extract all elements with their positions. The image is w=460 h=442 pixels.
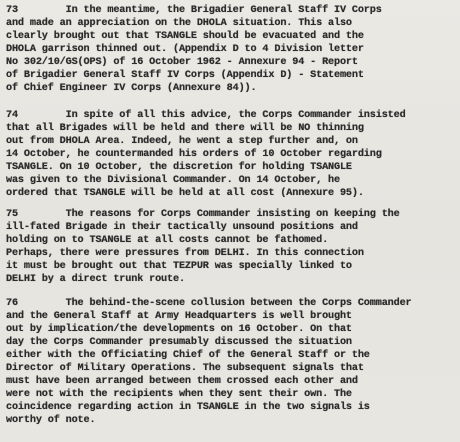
text-line: DHOLA garrison thinned out. (Appendix D to 4 Division letter xyxy=(6,44,364,55)
text-line: and made an appreciation on the DHOLA situation. This also xyxy=(6,18,352,29)
text-line: 74 In spite of all this advice, the Corps Commander insisted xyxy=(6,110,406,121)
text-line: was given to the Divisional Commander. On 14 October, he xyxy=(6,175,340,186)
text-line: out from DHOLA Area. Indeed, he went a step further and, on xyxy=(6,136,358,147)
text-line: 76 The behind-the-scene collusion between the Corps Commander xyxy=(6,298,412,309)
text-line: TSANGLE. On 10 October, the discretion for holding TSANGLE xyxy=(6,162,352,173)
text-line: ordered that TSANGLE will be held at all cost (Annexure 95). xyxy=(6,188,364,199)
text-line: were not with the recipients when they sent their own. The xyxy=(6,389,352,400)
text-line: it must be brought out that TEZPUR was specially linked to xyxy=(6,261,352,272)
text-line: 73 In the meantime, the Brigadier General Staff IV Corps xyxy=(6,5,382,16)
text-line: that all Brigades will be held and there will be NO thinning xyxy=(6,123,364,134)
text-line: No 302/10/GS(OPS) of 16 October 1962 - Annexure 94 - Report xyxy=(6,57,358,68)
paragraph-75 xyxy=(6,208,458,286)
text-line: 14 October, he countermanded his orders of 10 October regarding xyxy=(6,149,382,160)
text-line: coincidence regarding action in TSANGLE in the two signals is xyxy=(6,402,370,413)
text-line: Director of Military Operations. The subsequent signals that xyxy=(6,363,364,374)
text-line: and the General Staff at Army Headquarters is well brought xyxy=(6,311,352,322)
text-line: of Brigadier General Staff IV Corps (Appendix D) - Statement xyxy=(6,70,364,81)
text-line: DELHI by a direct trunk route. xyxy=(6,274,185,285)
text-line: must have been arranged between them crossed each other and xyxy=(6,376,358,387)
text-line: Perhaps, there were pressures from DELHI. In this connection xyxy=(6,248,364,259)
text-line: either with the Officiating Chief of the General Staff or the xyxy=(6,350,370,361)
text-line: day the Corps Commander presumably discussed the situation xyxy=(6,337,352,348)
text-line: out by implication/the developments on 16 October. On that xyxy=(6,324,352,335)
text-line: ill-fated Brigade in their tactically unsound positions and xyxy=(6,222,358,233)
text-line: clearly brought out that TSANGLE should be evacuated and the xyxy=(6,31,364,42)
text-line: holding on to TSANGLE at all costs cannot be fathomed. xyxy=(6,235,329,246)
paragraph-74 xyxy=(6,109,458,200)
text-line: worthy of note. xyxy=(6,415,96,426)
text-line: 75 The reasons for Corps Commander insisting on keeping the xyxy=(6,209,400,220)
text-line: of Chief Engineer IV Corps (Annexure 84)). xyxy=(6,83,257,94)
paragraph-76 xyxy=(6,297,458,427)
paragraph-73 xyxy=(6,4,458,95)
